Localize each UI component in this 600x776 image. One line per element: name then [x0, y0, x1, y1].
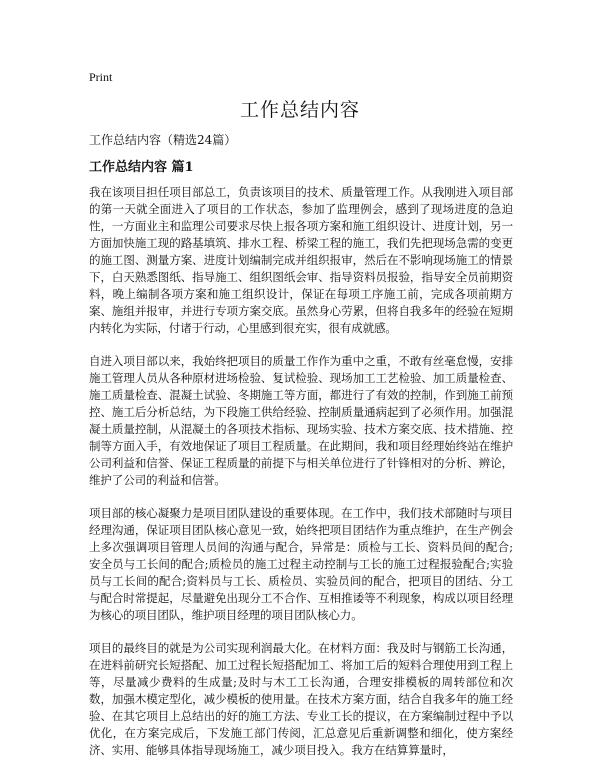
paragraph-4: 项目的最终目的就是为公司实现利润最大化。在材料方面：我及时与钢筋工长沟通，在进料前研究长短搭配、加工过程长短搭配加工、将加工后的短料合理使用到工程上等，尽量减少费料的生成量;及时与木工工长沟通，合理安排模板的周转部位和次数，加强木模定型化，减少模板的使用量。在技术方案方面，结合自我多年的施工经验、在其它项目上总结出的好的施工方法、专业工长的提议，在方案编制过程中予以优化，在方案完成后，下发施工部门传阅，汇总意见后重新调整和细化，使方案经济、实用、能够具体指导现场施工，减少项目投入。我方在结算算量时， — [89, 641, 513, 757]
document-body — [89, 184, 513, 775]
paragraph-2: 自进入项目部以来，我始终把项目的质量工作作为重中之重，不敢有丝毫怠慢，安排施工管理人员从各种原材进场检验、复试检验、现场加工工艺检验、加工质量检查、施工质量检查、混凝土试验、冬期施工等方面，都进行了有效的控制，作到施工前预控、施工后分析总结，为下段施工供给经验、控制质量通病起到了必须作用。加强混凝土质量控制，从混凝土的各项技术指标、现场实验、技术方案交底、技术措施、控制等方面入手，有效地保证了项目工程质量。在此期间，我和项目经理始终站在维护公司利益和信誉、保证工程质量的前提下与相关单位进行了针锋相对的分析、辨论，维护了公司的利益和信誉。 — [89, 354, 513, 487]
paragraph-1: 我在该项目担任项目部总工，负责该项目的技术、质量管理工作。从我刚进入项目部的第一天就全面进入了项目的工作状态，参加了监理例会，感到了现场进度的急迫性，一方面业主和监理公司要求尽快上报各项方案和施工组织设计、进度计划，另一方面加快施工现的路基填筑、排水工程、桥梁工程的施工，我们先把现场急需的变更的施工图、测量方案、进度计划编制完成并组织报审，然后在不影响现场施工的情景下，白天熟悉图纸、指导施工、组织图纸会审、指导资料员报验，指导安全员前期资料，晚上编制各项方案和施工组织设计，保证在每项工序施工前，完成各项前期方案、施组并报审，并进行专项方案交底。虽然身心劳累，但将自我多年的经验在短期内转化为实际，付诸于行动，心里感到很充实，很有成就感。 — [89, 185, 513, 335]
document-title: 工作总结内容 — [239, 99, 360, 121]
document-subtitle: 工作总结内容（精选24篇） — [89, 133, 237, 147]
section-heading: 工作总结内容 篇1 — [89, 160, 194, 175]
print-label: Print — [89, 70, 113, 84]
paragraph-3: 项目部的核心凝聚力是项目团队建设的重要体现。在工作中，我们技术部随时与项目经理沟通，保证项目团队核心意见一致，始终把项目团结作为重点维护，在生产例会上多次强调项目管理人员间的沟通与配合，异常是：质检与工长、资料员间的配合;安全员与工长间的配合;质检员的施工过程主动控制与工长的施工过程报验配合;实验员与工长间的配合;资料员与工长、质检员、实验员间的配合，把项目的团结、分工与配合时常提起，尽量避免出现分工不合作、互相推诿等不利现象，构成以项目经理为核心的项目团队，维护项目经理的项目团队核心力。 — [89, 506, 513, 622]
